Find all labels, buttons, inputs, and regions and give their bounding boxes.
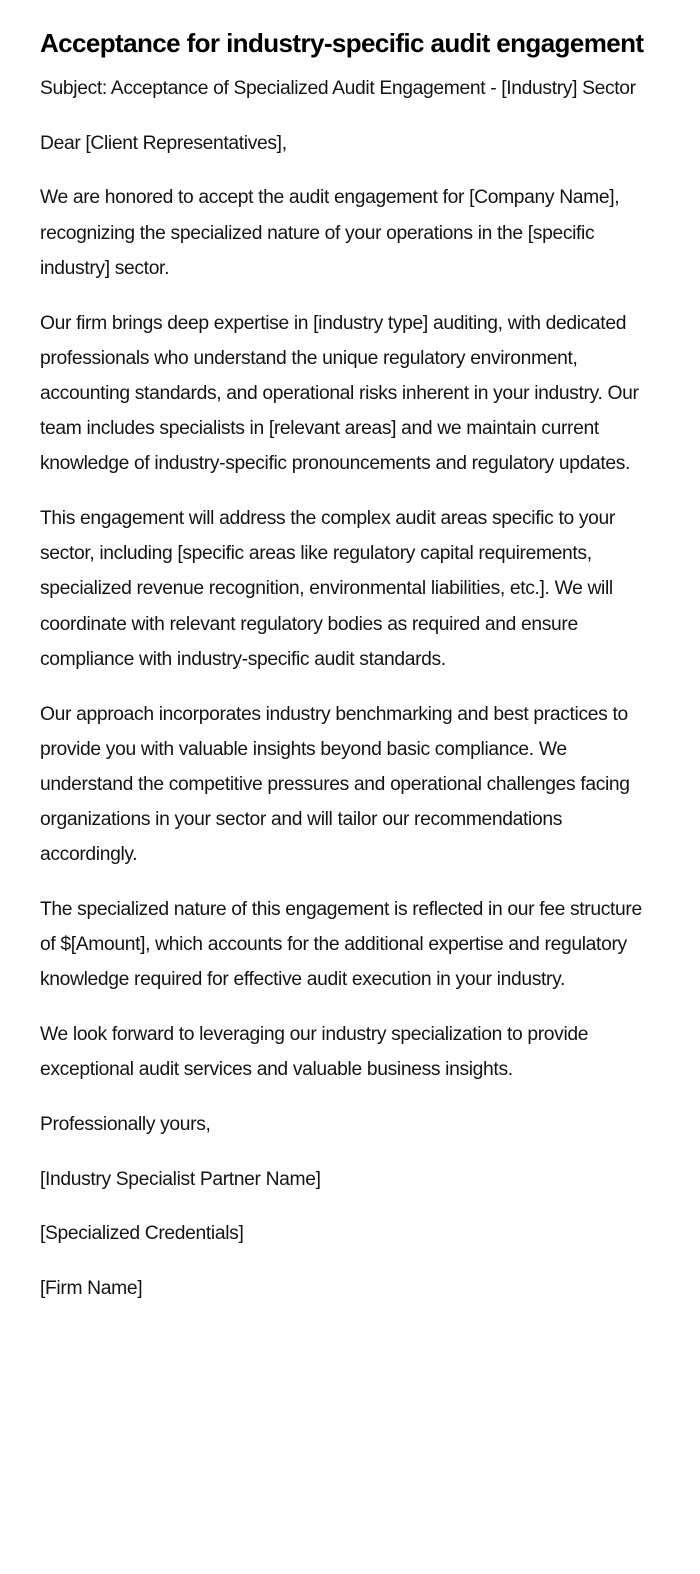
salutation: Dear [Client Representatives], xyxy=(40,132,287,154)
body-paragraph-approach: Our approach incorporates industry benchmarking and best practices to provide you with valuable insights beyond basic compliance. We understand the competitive pressures and operational challenges facing organizations in your sector and will tailor our recommendations accordingly. xyxy=(40,703,630,866)
body-paragraph-scope: This engagement will address the complex audit areas specific to your sector, including [specific areas like regulatory capital requirements, specialized revenue recognition, environmental liabilities, etc.]. We will coordinate with relevant regulatory bodies as required and ensure compliance with industry-specific audit standards. xyxy=(40,508,615,670)
body-paragraph-expertise: Our firm brings deep expertise in [industry type] auditing, with dedicated professionals who understand the unique regulatory environment, accounting standards, and operational risks inherent in your industry. Our team includes specialists in [relevant areas] and we maintain current knowledge of industry-specific pronouncements and regulatory updates. xyxy=(40,312,639,475)
signature-credentials: [Specialized Credentials] xyxy=(40,1223,244,1245)
body-paragraph-closing: We look forward to leveraging our industry specialization to provide exceptional audit services and valuable business insights. xyxy=(40,1024,589,1081)
document-title: Acceptance for industry-specific audit engagement xyxy=(40,28,644,58)
signature-firm: [Firm Name] xyxy=(40,1278,143,1300)
body-paragraph-fees: The specialized nature of this engagement is reflected in our fee structure of $[Amount], which accounts for the additional expertise and regulatory knowledge required for effective audit execution in your industry. xyxy=(40,899,642,991)
closing-phrase: Professionally yours, xyxy=(40,1114,211,1136)
body-paragraph-acceptance: We are honored to accept the audit engagement for [Company Name], recognizing the specialized nature of your operations in the [specific industry] sector. xyxy=(40,187,620,279)
signature-name: [Industry Specialist Partner Name] xyxy=(40,1168,321,1190)
subject-line: Subject: Acceptance of Specialized Audit Engagement - [Industry] Sector xyxy=(40,78,636,99)
